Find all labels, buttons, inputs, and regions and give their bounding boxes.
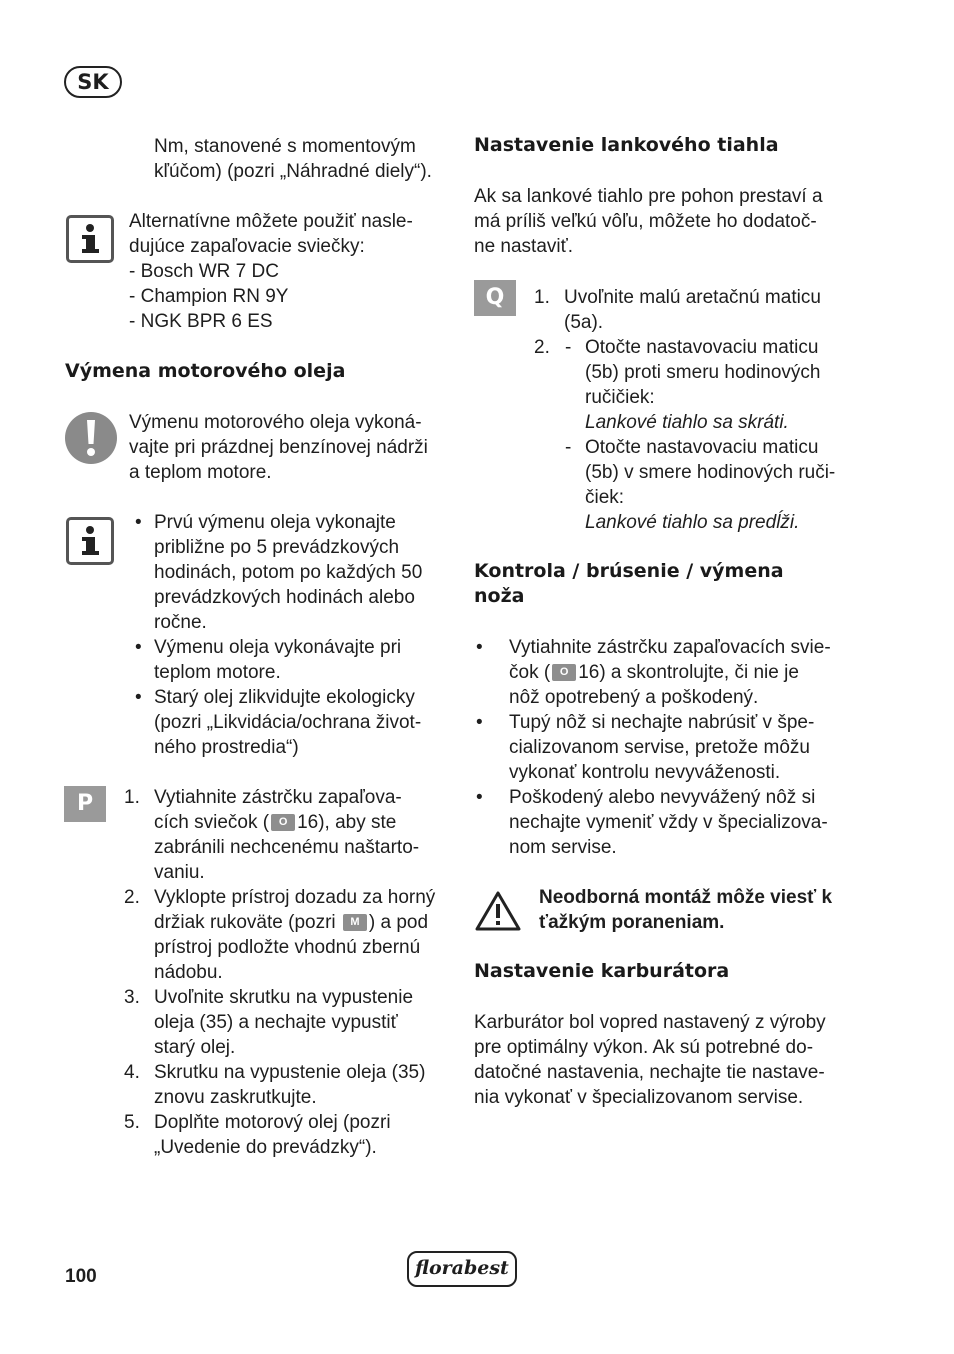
- text-span: čok (: [509, 662, 551, 683]
- text-line: ručičiek:: [585, 387, 655, 408]
- text-line: a teplom motore.: [129, 462, 272, 483]
- text-line: Skrutku na vypustenie oleja (35): [154, 1062, 426, 1083]
- text-line: Starý olej zlikvidujte ekologicky: [154, 687, 415, 708]
- text-line: nechajte vymeniť vždy v špecializova-: [509, 812, 828, 833]
- text-line: ročne.: [154, 612, 207, 633]
- dash-marker: -: [565, 437, 572, 458]
- text-line: prístroj podložte vhodnú zbernú: [154, 937, 421, 958]
- text-span: cích sviečok (: [154, 812, 270, 833]
- section-heading: noža: [474, 585, 525, 607]
- text-line: Nm, stanovené s momentovým: [154, 136, 416, 157]
- brand-logo: florabest: [407, 1251, 517, 1287]
- figure-m-icon: M: [343, 914, 367, 931]
- bullet-icon: •: [476, 712, 483, 733]
- text-line: pre optimálny výkon. Ak sú potrebné do-: [474, 1037, 814, 1058]
- section-heading: Kontrola / brúsenie / výmena: [474, 560, 784, 582]
- text-line: Otočte nastavovaciu maticu: [585, 337, 819, 358]
- text-line: (pozri „Likvidácia/ochrana život-: [154, 712, 422, 733]
- text-line: ne nastaviť.: [474, 236, 574, 257]
- warning-text: Neodborná montáž môže viesť k: [539, 887, 833, 908]
- page-number: 100: [65, 1266, 97, 1287]
- text-line: Vytiahnite zástrčku zapaľova-: [154, 787, 402, 808]
- text-line: Výmenu motorového oleja vykoná-: [129, 412, 422, 433]
- figure-p-badge: P: [64, 786, 106, 822]
- text-line: (5b) proti smeru hodinových: [585, 362, 821, 383]
- figure-o-icon: O: [552, 664, 576, 681]
- text-span: ) a pod: [368, 912, 429, 933]
- text-line: nôž opotrebený a poškodený.: [509, 687, 759, 708]
- text-line: Tupý nôž si nechajte nabrúsiť v špe-: [509, 712, 815, 733]
- text-line: prevádzkových hodinách alebo: [154, 587, 415, 608]
- info-icon: [66, 215, 114, 263]
- step-number: 2.: [534, 337, 550, 358]
- step-number: 5.: [124, 1112, 140, 1133]
- figure-q-badge: Q: [474, 280, 516, 316]
- figure-o-icon: O: [271, 814, 295, 831]
- text-line: (5a).: [564, 312, 604, 333]
- text-line: oleja (35) a nechajte vypustiť: [154, 1012, 398, 1033]
- text-line: znovu zaskrutkujte.: [154, 1087, 317, 1108]
- text-line: dujúce zapaľovacie sviečky:: [129, 236, 365, 257]
- text-line: „Uvedenie do prevádzky“).: [154, 1137, 377, 1158]
- dash-marker: -: [565, 337, 572, 358]
- text-line: má príliš veľkú vôľu, môžete ho dodatoč-: [474, 211, 817, 232]
- warning-exclamation-icon: [64, 411, 118, 465]
- section-heading: Nastavenie lankového tiahla: [474, 134, 779, 156]
- info-icon: [66, 517, 114, 565]
- text-line: vykonať kontrolu nevyváženosti.: [509, 762, 781, 783]
- text-span: 16), aby ste: [297, 812, 397, 833]
- text-line: Karburátor bol vopred nastavený z výroby: [474, 1012, 826, 1033]
- text-line: [154, 810, 396, 835]
- text-line: čiek:: [585, 487, 625, 508]
- text-line: vaniu.: [154, 862, 205, 883]
- text-line: teplom motore.: [154, 662, 281, 683]
- text-line: zabránili nechcenému naštarto-: [154, 837, 420, 858]
- text-line: vajte pri prázdnej benzínovej nádrži: [129, 437, 428, 458]
- text-line: Alternatívne môžete použiť nasle-: [129, 211, 413, 232]
- language-badge: SK: [64, 66, 122, 98]
- text-line: Výmenu oleja vykonávajte pri: [154, 637, 402, 658]
- text-line: nia vykonať v špecializovanom servise.: [474, 1087, 804, 1108]
- text-line: Vytiahnite zástrčku zapaľovacích svie-: [509, 637, 831, 658]
- text-line: starý olej.: [154, 1037, 236, 1058]
- step-number: 1.: [124, 787, 140, 808]
- text-line: Otočte nastavovaciu maticu: [585, 437, 819, 458]
- text-line: Poškodený alebo nevyvážený nôž si: [509, 787, 816, 808]
- text-line: Prvú výmenu oleja vykonajte: [154, 512, 396, 533]
- text-line: nádobu.: [154, 962, 223, 983]
- step-number: 4.: [124, 1062, 140, 1083]
- text-line: nom servise.: [509, 837, 617, 858]
- step-number: 3.: [124, 987, 140, 1008]
- text-line: [154, 910, 428, 935]
- text-line: Ak sa lankové tiahlo pre pohon prestaví a: [474, 186, 823, 207]
- text-line: - NGK BPR 6 ES: [129, 311, 273, 332]
- bullet-icon: •: [135, 512, 142, 533]
- text-line: Vyklopte prístroj dozadu za horný: [154, 887, 436, 908]
- text-span: držiak rukoväte (pozri: [154, 912, 336, 933]
- text-line: datočné nastavenia, nechajte tie nastave-: [474, 1062, 825, 1083]
- text-line: [509, 660, 799, 685]
- text-line: - Bosch WR 7 DC: [129, 261, 279, 282]
- text-line: cializovanom servise, pretože môžu: [509, 737, 810, 758]
- warning-triangle-icon: [474, 890, 522, 932]
- text-line: Uvoľnite malú aretačnú maticu: [564, 287, 821, 308]
- step-number: 1.: [534, 287, 550, 308]
- text-line: približne po 5 prevádzkových: [154, 537, 400, 558]
- bullet-icon: •: [135, 687, 142, 708]
- text-line: Uvoľnite skrutku na vypustenie: [154, 987, 414, 1008]
- text-line: hodinách, potom po každých 50: [154, 562, 423, 583]
- text-line: - Champion RN 9Y: [129, 286, 289, 307]
- text-line: kľúčom) (pozri „Náhradné diely“).: [154, 161, 432, 182]
- section-heading: Výmena motorového oleja: [65, 360, 346, 382]
- text-span: 16) a skontrolujte, či nie je: [578, 662, 799, 683]
- text-line: Lankové tiahlo sa skráti.: [585, 412, 789, 433]
- bullet-icon: •: [476, 787, 483, 808]
- text-line: Lankové tiahlo sa predĺži.: [585, 512, 800, 533]
- text-line: (5b) v smere hodinových ruči-: [585, 462, 836, 483]
- step-number: 2.: [124, 887, 140, 908]
- warning-text: ťažkým poraneniam.: [539, 912, 725, 933]
- section-heading: Nastavenie karburátora: [474, 960, 730, 982]
- bullet-icon: •: [476, 637, 483, 658]
- text-line: ného prostredia“): [154, 737, 299, 758]
- text-line: Doplňte motorový olej (pozri: [154, 1112, 391, 1133]
- bullet-icon: •: [135, 637, 142, 658]
